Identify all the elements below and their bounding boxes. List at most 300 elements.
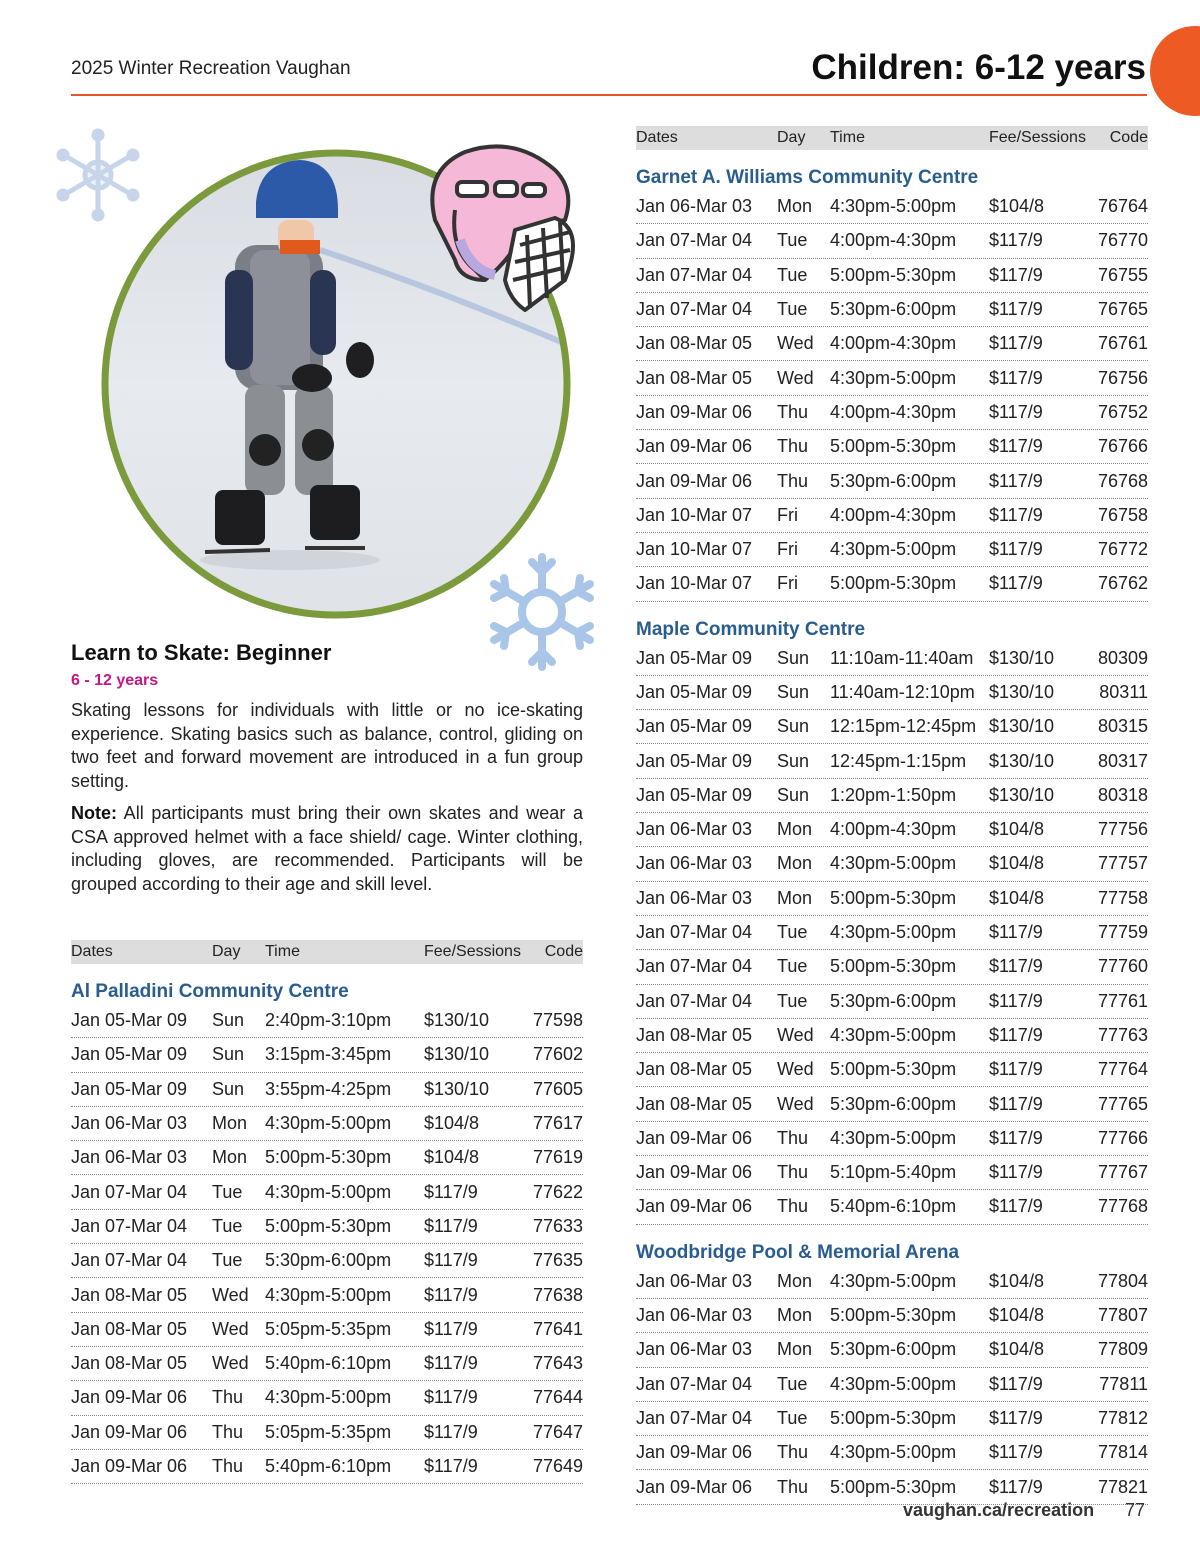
- table-row: [636, 1265, 1148, 1299]
- row-fee: $117/9: [989, 264, 1043, 285]
- row-code: 77766: [1097, 1127, 1148, 1148]
- table-row: [636, 1122, 1148, 1156]
- table-row: [71, 1073, 583, 1107]
- table-row: [636, 1087, 1148, 1121]
- row-code: 76758: [1097, 504, 1148, 525]
- row-day: Mon: [777, 887, 813, 908]
- table-row: [71, 1416, 583, 1450]
- row-dates: Jan 09-Mar 06: [636, 1162, 753, 1183]
- row-fee: $104/8: [989, 819, 1045, 840]
- row-day: Tue: [777, 956, 808, 977]
- row-day: Wed: [777, 1093, 814, 1114]
- row-dates: Jan 05-Mar 09: [636, 682, 753, 702]
- row-dates: Jan 07-Mar 04: [71, 1215, 188, 1236]
- row-time: 12:45pm-1:15pm: [830, 750, 967, 771]
- row-dates: Jan 06-Mar 03: [636, 887, 753, 908]
- column-time: Time: [830, 129, 865, 146]
- row-code: 80309: [1097, 647, 1148, 668]
- row-day: Wed: [212, 1318, 249, 1339]
- row-day: Sun: [212, 1010, 245, 1031]
- row-time: 4:00pm-4:30pm: [830, 504, 957, 525]
- row-fee: $130/10: [989, 716, 1055, 737]
- row-day: Fri: [777, 539, 798, 560]
- table-row: [636, 882, 1148, 916]
- table-row: [636, 1299, 1148, 1333]
- row-time: 4:30pm-5:00pm: [830, 1373, 957, 1394]
- row-dates: Jan 05-Mar 09: [636, 784, 753, 805]
- row-code: 80318: [1097, 784, 1148, 805]
- row-code: 77765: [1097, 1093, 1148, 1114]
- row-time: 5:30pm-6:00pm: [830, 470, 957, 491]
- row-time: 4:30pm-5:00pm: [830, 1270, 957, 1291]
- row-day: Tue: [777, 1407, 808, 1428]
- table-row: [636, 464, 1148, 498]
- column-code: Code: [544, 943, 583, 960]
- row-code: 77767: [1097, 1162, 1148, 1183]
- row-time: 4:30pm-5:00pm: [265, 1284, 392, 1305]
- row-dates: Jan 09-Mar 06: [636, 470, 753, 491]
- row-day: Thu: [777, 470, 809, 491]
- table-row: [636, 710, 1148, 744]
- row-dates: Jan 06-Mar 03: [71, 1147, 188, 1168]
- program-note: [71, 802, 583, 896]
- row-dates: Jan 08-Mar 05: [636, 1093, 753, 1114]
- row-fee: $104/8: [989, 1270, 1045, 1291]
- table-row: [636, 676, 1148, 710]
- table-row: [636, 950, 1148, 984]
- row-day: Tue: [777, 299, 808, 320]
- row-time: 5:05pm-5:35pm: [265, 1318, 392, 1339]
- row-time: 2:40pm-3:10pm: [265, 1010, 392, 1031]
- row-code: 77811: [1099, 1373, 1148, 1394]
- row-dates: Jan 09-Mar 06: [636, 436, 753, 457]
- row-code: 76770: [1097, 230, 1148, 251]
- table-row: [636, 1156, 1148, 1190]
- row-day: Sun: [777, 647, 810, 668]
- row-time: 3:15pm-3:45pm: [265, 1044, 392, 1065]
- row-day: Mon: [777, 819, 813, 840]
- row-fee: $130/10: [424, 1044, 490, 1065]
- row-fee: $117/9: [424, 1250, 478, 1271]
- row-time: 4:30pm-5:00pm: [830, 1024, 957, 1045]
- note-text: All participants must bring their own skates and wear a CSA approved helmet with a face shield/ cage. Winter clothing, including gloves, are recommended. Participants will be grouped according to their age and skill level.: [71, 803, 583, 894]
- table-row: [636, 533, 1148, 567]
- column-day: Day: [212, 943, 241, 960]
- row-fee: $117/9: [989, 504, 1043, 525]
- row-dates: Jan 08-Mar 05: [71, 1318, 188, 1339]
- row-code: 77649: [532, 1456, 583, 1476]
- row-code: 77812: [1097, 1407, 1148, 1428]
- row-day: Wed: [212, 1284, 249, 1305]
- row-dates: Jan 06-Mar 03: [636, 1339, 753, 1360]
- row-dates: Jan 08-Mar 05: [71, 1284, 188, 1305]
- row-day: Thu: [777, 1442, 809, 1463]
- table-row: [636, 259, 1148, 293]
- row-time: 5:00pm-5:30pm: [265, 1147, 392, 1168]
- row-dates: Jan 06-Mar 03: [636, 853, 753, 874]
- table-row: [71, 1278, 583, 1312]
- row-day: Wed: [212, 1353, 249, 1374]
- row-day: Tue: [212, 1250, 243, 1271]
- row-dates: Jan 07-Mar 04: [636, 230, 753, 251]
- row-code: 77647: [532, 1421, 583, 1442]
- row-time: 4:30pm-5:00pm: [830, 539, 957, 560]
- snowflake-icon: [59, 131, 137, 219]
- table-row: [636, 1333, 1148, 1367]
- column-header-row: [71, 940, 583, 964]
- table-row: [636, 1402, 1148, 1436]
- row-dates: Jan 05-Mar 09: [71, 1010, 188, 1031]
- row-day: Mon: [777, 196, 813, 217]
- row-code: 77814: [1097, 1442, 1148, 1463]
- row-time: 5:00pm-5:30pm: [830, 956, 957, 977]
- row-day: Mon: [777, 1270, 813, 1291]
- row-day: Thu: [777, 436, 809, 457]
- table-row: [636, 1368, 1148, 1402]
- column-fee: Fee/Sessions: [424, 943, 521, 960]
- table-row: [71, 1313, 583, 1347]
- row-code: 77804: [1097, 1270, 1148, 1291]
- row-dates: Jan 09-Mar 06: [71, 1387, 188, 1408]
- table-row: [636, 224, 1148, 258]
- row-fee: $117/9: [989, 922, 1043, 943]
- row-day: Sun: [777, 784, 810, 805]
- row-time: 5:00pm-5:30pm: [830, 887, 957, 908]
- row-dates: Jan 09-Mar 06: [71, 1421, 188, 1442]
- row-fee: $117/9: [989, 367, 1043, 388]
- row-fee: $104/8: [989, 887, 1045, 908]
- row-fee: $117/9: [989, 1162, 1043, 1183]
- page-corner-tab: [1150, 26, 1200, 116]
- row-dates: Jan 06-Mar 03: [636, 196, 753, 217]
- row-time: 12:15pm-12:45pm: [830, 716, 977, 737]
- column-fee: Fee/Sessions: [989, 129, 1086, 146]
- row-code: 76756: [1097, 367, 1148, 388]
- row-fee: $117/9: [989, 230, 1043, 251]
- table-row: [636, 1436, 1148, 1470]
- row-fee: $117/9: [424, 1215, 478, 1236]
- row-time: 5:00pm-5:30pm: [830, 1407, 957, 1428]
- row-day: Mon: [777, 853, 813, 874]
- row-fee: $130/10: [989, 647, 1055, 668]
- row-code: 77809: [1097, 1339, 1148, 1360]
- program-age-range: 6 - 12 years: [71, 672, 159, 689]
- location-heading: Woodbridge Pool & Memorial Arena: [636, 1241, 960, 1263]
- row-dates: Jan 10-Mar 07: [636, 539, 753, 560]
- row-code: 76761: [1097, 333, 1148, 354]
- row-day: Mon: [777, 1339, 813, 1360]
- table-row: [71, 1381, 583, 1415]
- row-fee: $117/9: [989, 1442, 1043, 1463]
- row-fee: $117/9: [989, 1476, 1043, 1497]
- row-fee: $117/9: [424, 1181, 478, 1202]
- row-dates: Jan 10-Mar 07: [636, 573, 753, 594]
- row-code: 76755: [1097, 264, 1148, 285]
- table-row: [71, 1175, 583, 1209]
- row-day: Sun: [212, 1044, 245, 1065]
- row-fee: $117/9: [989, 1059, 1043, 1080]
- row-day: Tue: [777, 230, 808, 251]
- row-code: 77763: [1097, 1024, 1148, 1045]
- row-time: 5:05pm-5:35pm: [265, 1421, 392, 1442]
- row-code: 76765: [1097, 299, 1148, 320]
- row-day: Tue: [777, 264, 808, 285]
- table-row: [636, 1190, 1148, 1224]
- row-fee: $104/8: [424, 1113, 480, 1134]
- table-row: [636, 916, 1148, 950]
- row-code: 77633: [532, 1215, 583, 1236]
- row-code: 77821: [1097, 1476, 1148, 1497]
- row-dates: Jan 06-Mar 03: [71, 1113, 188, 1134]
- row-dates: Jan 07-Mar 04: [636, 956, 753, 977]
- publication-title: 2025 Winter Recreation Vaughan: [71, 58, 351, 79]
- location-heading: Al Palladini Community Centre: [71, 981, 349, 1002]
- program-description: [71, 640, 583, 896]
- footer-url[interactable]: vaughan.ca/recreation: [903, 1500, 1095, 1520]
- row-fee: $117/9: [989, 1373, 1043, 1394]
- table-row: [636, 499, 1148, 533]
- row-dates: Jan 09-Mar 06: [636, 1127, 753, 1148]
- row-dates: Jan 08-Mar 05: [636, 1059, 753, 1080]
- row-time: 4:30pm-5:00pm: [830, 1127, 957, 1148]
- row-time: 4:30pm-5:00pm: [830, 1442, 957, 1463]
- table-row: [636, 744, 1148, 778]
- table-row: [71, 1141, 583, 1175]
- row-fee: $104/8: [989, 853, 1045, 874]
- row-time: 5:00pm-5:30pm: [830, 436, 957, 457]
- row-code: 76762: [1097, 573, 1148, 594]
- row-dates: Jan 05-Mar 09: [71, 1044, 188, 1065]
- row-time: 5:00pm-5:30pm: [830, 573, 957, 594]
- row-fee: $104/8: [989, 1305, 1045, 1326]
- row-day: Thu: [212, 1387, 244, 1408]
- section-title: Children: 6-12 years: [811, 48, 1146, 87]
- schedule-body: [71, 980, 583, 1484]
- row-day: Thu: [777, 1476, 809, 1497]
- row-time: 4:00pm-4:30pm: [830, 819, 957, 840]
- row-time: 5:00pm-5:30pm: [830, 1476, 957, 1497]
- row-time: 5:00pm-5:30pm: [830, 1305, 957, 1326]
- schedule-body: [636, 166, 1148, 1505]
- row-day: Mon: [777, 1305, 813, 1326]
- row-time: 4:30pm-5:00pm: [265, 1181, 392, 1202]
- row-fee: $117/9: [989, 470, 1043, 491]
- table-row: [636, 642, 1148, 676]
- row-time: 5:30pm-6:00pm: [830, 1093, 957, 1114]
- row-day: Wed: [777, 1024, 814, 1045]
- row-day: Sun: [212, 1078, 245, 1099]
- row-dates: Jan 09-Mar 06: [636, 1476, 753, 1497]
- row-code: 76766: [1097, 436, 1148, 457]
- row-time: 5:30pm-6:00pm: [265, 1250, 392, 1271]
- row-time: 4:30pm-5:00pm: [265, 1113, 392, 1134]
- row-code: 77643: [532, 1353, 583, 1374]
- row-day: Tue: [777, 990, 808, 1011]
- row-day: Thu: [777, 1196, 809, 1217]
- location-heading: Maple Community Centre: [636, 618, 866, 640]
- table-row: [71, 1347, 583, 1381]
- row-time: 5:00pm-5:30pm: [265, 1215, 392, 1236]
- row-fee: $117/9: [989, 1093, 1043, 1114]
- row-dates: Jan 07-Mar 04: [636, 299, 753, 320]
- row-dates: Jan 07-Mar 04: [636, 1373, 753, 1394]
- row-day: Sun: [777, 682, 810, 702]
- row-code: 77759: [1097, 922, 1148, 943]
- row-dates: Jan 05-Mar 09: [636, 647, 753, 668]
- row-code: 77761: [1097, 990, 1148, 1011]
- table-row: [71, 1244, 583, 1278]
- row-dates: Jan 05-Mar 09: [636, 750, 753, 771]
- row-dates: Jan 06-Mar 03: [636, 819, 753, 840]
- row-dates: Jan 08-Mar 05: [636, 367, 753, 388]
- row-code: 76752: [1097, 401, 1148, 422]
- row-fee: $117/9: [424, 1318, 478, 1339]
- skater-photo: [20, 120, 600, 680]
- row-fee: $117/9: [989, 990, 1043, 1011]
- row-day: Tue: [777, 1373, 808, 1394]
- row-day: Tue: [212, 1181, 243, 1202]
- row-fee: $117/9: [989, 401, 1043, 422]
- table-row: [636, 985, 1148, 1019]
- row-code: 77619: [532, 1147, 583, 1168]
- schedule-table-right: [636, 126, 1148, 1505]
- row-time: 4:30pm-5:00pm: [830, 367, 957, 388]
- row-code: 77758: [1097, 887, 1148, 908]
- row-day: Thu: [777, 1162, 809, 1183]
- row-day: Tue: [777, 922, 808, 943]
- program-title: Learn to Skate: Beginner: [71, 640, 332, 665]
- table-row: [636, 361, 1148, 395]
- table-row: [71, 1107, 583, 1141]
- table-row: [636, 327, 1148, 361]
- row-dates: Jan 05-Mar 09: [71, 1078, 188, 1099]
- table-row: [71, 1210, 583, 1244]
- table-row: [636, 293, 1148, 327]
- table-row: [636, 779, 1148, 813]
- row-fee: $117/9: [989, 1024, 1043, 1045]
- row-time: 5:40pm-6:10pm: [265, 1456, 392, 1476]
- row-time: 4:00pm-4:30pm: [830, 333, 957, 354]
- row-time: 5:40pm-6:10pm: [830, 1196, 957, 1217]
- row-code: 76764: [1097, 196, 1148, 217]
- row-code: 77617: [532, 1113, 583, 1134]
- row-code: 77764: [1097, 1059, 1148, 1080]
- row-code: 80315: [1097, 716, 1148, 737]
- row-day: Mon: [212, 1113, 248, 1134]
- table-row: [636, 567, 1148, 601]
- row-time: 1:20pm-1:50pm: [830, 784, 957, 805]
- row-code: 77760: [1097, 956, 1148, 977]
- row-code: 76772: [1097, 539, 1148, 560]
- row-day: Wed: [777, 333, 814, 354]
- column-day: Day: [777, 129, 806, 146]
- row-dates: Jan 10-Mar 07: [636, 504, 753, 525]
- row-fee: $130/10: [989, 784, 1055, 805]
- row-time: 4:30pm-5:00pm: [265, 1387, 392, 1408]
- row-time: 4:00pm-4:30pm: [830, 401, 957, 422]
- row-fee: $117/9: [989, 956, 1043, 977]
- row-day: Fri: [777, 573, 798, 594]
- row-dates: Jan 08-Mar 05: [71, 1353, 188, 1374]
- table-row: [636, 813, 1148, 847]
- row-code: 77622: [532, 1181, 583, 1202]
- location-heading: Garnet A. Williams Community Centre: [636, 167, 979, 188]
- row-day: Wed: [777, 1059, 814, 1080]
- row-code: 77602: [532, 1044, 583, 1065]
- row-dates: Jan 07-Mar 04: [636, 922, 753, 943]
- column-header-row: [636, 126, 1148, 150]
- program-description-text: Skating lessons for individuals with little or no ice-skating experience. Skating basics such as balance, control, gliding on two feet and forward movement are introduced in a fun group setting.: [71, 700, 583, 791]
- row-code: 77807: [1097, 1305, 1148, 1326]
- row-time: 5:30pm-6:00pm: [830, 299, 957, 320]
- row-fee: $104/8: [989, 196, 1045, 217]
- row-code: 76768: [1097, 470, 1148, 491]
- row-fee: $117/9: [989, 1407, 1043, 1428]
- row-code: 77638: [532, 1284, 583, 1305]
- table-row: [636, 396, 1148, 430]
- row-dates: Jan 07-Mar 04: [636, 1407, 753, 1428]
- row-day: Thu: [212, 1421, 244, 1442]
- row-day: Fri: [777, 504, 798, 525]
- row-dates: Jan 05-Mar 09: [636, 716, 753, 737]
- row-fee: $117/9: [424, 1387, 478, 1408]
- row-time: 4:30pm-5:00pm: [830, 922, 957, 943]
- table-row: [636, 1053, 1148, 1087]
- row-day: Sun: [777, 750, 810, 771]
- row-fee: $117/9: [989, 573, 1043, 594]
- row-time: 4:30pm-5:00pm: [830, 196, 957, 217]
- table-row: [636, 1019, 1148, 1053]
- table-row: [71, 1038, 583, 1072]
- table-row: [636, 430, 1148, 464]
- row-dates: Jan 09-Mar 06: [71, 1456, 188, 1476]
- row-time: 5:00pm-5:30pm: [830, 264, 957, 285]
- table-row: [71, 1004, 583, 1038]
- row-fee: $130/10: [989, 682, 1055, 702]
- row-fee: $117/9: [424, 1353, 478, 1374]
- row-time: 5:10pm-5:40pm: [830, 1162, 957, 1183]
- column-time: Time: [265, 943, 300, 960]
- row-day: Sun: [777, 716, 810, 737]
- row-day: Thu: [777, 401, 809, 422]
- row-code: 77644: [532, 1387, 583, 1408]
- row-dates: Jan 07-Mar 04: [636, 990, 753, 1011]
- row-code: 77756: [1097, 819, 1148, 840]
- row-day: Tue: [212, 1215, 243, 1236]
- row-time: 11:10am-11:40am: [830, 647, 974, 668]
- row-day: Wed: [777, 367, 814, 388]
- row-code: 77605: [532, 1078, 583, 1099]
- row-code: 80311: [1099, 682, 1148, 702]
- column-dates: Dates: [71, 943, 113, 960]
- table-row: [636, 190, 1148, 224]
- row-fee: $104/8: [424, 1147, 480, 1168]
- row-code: 77768: [1097, 1196, 1148, 1217]
- row-fee: $117/9: [989, 1196, 1043, 1217]
- header-divider: [71, 94, 1147, 96]
- row-dates: Jan 07-Mar 04: [636, 264, 753, 285]
- row-fee: $104/8: [989, 1339, 1045, 1360]
- row-fee: $117/9: [989, 299, 1043, 320]
- row-day: Thu: [777, 1127, 809, 1148]
- note-label: Note:: [71, 803, 117, 823]
- row-time: 4:00pm-4:30pm: [830, 230, 957, 251]
- row-time: 3:55pm-4:25pm: [265, 1078, 392, 1099]
- row-time: 11:40am-12:10pm: [830, 682, 975, 702]
- row-time: 5:30pm-6:00pm: [830, 1339, 957, 1360]
- row-fee: $130/10: [989, 750, 1055, 771]
- row-dates: Jan 09-Mar 06: [636, 401, 753, 422]
